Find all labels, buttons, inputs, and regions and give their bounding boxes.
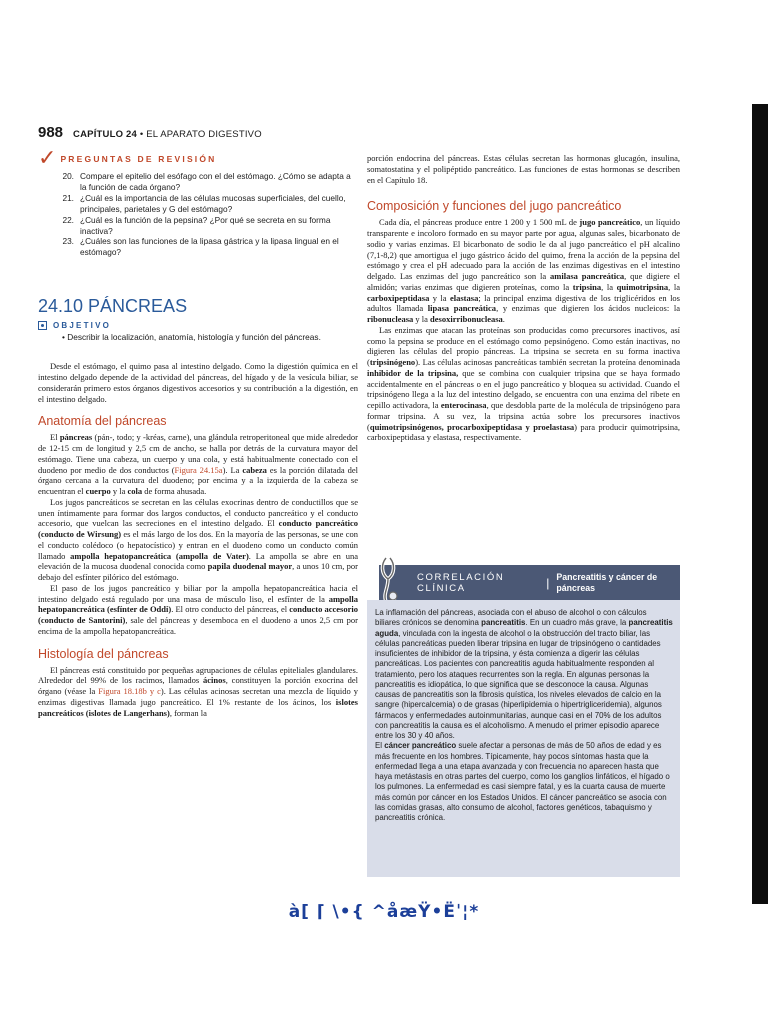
composition-paragraph-2: Las enzimas que atacan las proteínas son producidas como precursores inactivos, así como la pepsina se produce en el estómago como pepsinógeno. Como están inactivas, no digieren las células del propio páncreas. La tripsina se secreta en su forma inactiva (tripsinógeno). Las células acinosas pancreáticas también secretan la proteína denominada inhibidor de la tripsina, que se combina con cualquier tripsina que se haya formado accidentalmente en el páncreas o en el jugo pancreático y bloquea su actividad. Cuando el tripsinógeno llega a la luz del intestino delgado, se encuentra con una enzima del ribete en cepillo activadora, la enterocinasa, que desdobla parte de la molécula de tripsinógeno para formar tripsina. A su vez, la tripsina actúa sobre los precursores inactivos (quimotripsinógenos, procarboxipeptidasa y proelastasa) para producir quimotripsina, carboxipeptidasa y elastasa, respectivamente.	[367, 324, 680, 443]
histology-heading: Histología del páncreas	[38, 646, 169, 661]
objective-header	[38, 321, 358, 330]
clinical-correlation-label: CORRELACIÓN CLÍNICA	[417, 571, 505, 594]
section-title: 24.10 PÁNCREAS	[38, 296, 188, 317]
clinical-correlation-body	[367, 600, 680, 877]
clinical-correlation-header	[379, 565, 680, 600]
composition-paragraph-1: Cada día, el páncreas produce entre 1 200 y 1 500 mL de jugo pancreático, un líquido transparente e incoloro formado en su mayor parte por agua, algunas sales, bicarbonato de sodio y varias enzimas. El bicarbonato de sodio le da al jugo pancreático el pH alcalino (7,1-8,2) que amortigua el jugo gástrico ácido del quimo, frena la acción de la pepsina del estómago y crea el pH adecuado para la acción de las enzimas digestivas en el intestino delgado. Las enzimas del jugo pancreático son la amilasa pancreática, que digiere el almidón; varias enzimas que digieren proteínas, como la tripsina, la quimotripsina, la carboxipeptidasa y la elastasa; la principal enzima digestiva de los triglicéridos en los adultos llamada lipasa pancreática, y enzimas que digieren los ácidos nucleicos: la ribonucleasa y la desoxirribonucleasa.	[367, 217, 681, 324]
intro-paragraph: Desde el estómago, el quimo pasa al intestino delgado. Como la digestión química en el intestino delgado depende de la actividad del páncreas, del hígado y de la vesícula biliar, se considerarán primero estos órganos digestivos accesorios y su contribución a la digestión, en el intestino delgado.	[38, 361, 358, 404]
figure-link[interactable]: Figura 18.18b y c	[98, 686, 161, 696]
histology-paragraph: El páncreas está constituido por pequeñas agrupaciones de células epiteliales glandulares. Alrededor del 99% de los racimos, llamados ácinos, constituyen la porción exocrina del órgano (véase la Figura 18.18b y c). Las células acinosas secretan una mezcla de líquido y enzimas digestivas llamada jugo pancreático. El 1% restante de los ácinos, los islotes pancreáticos (islotes de Langerhans), forman la	[38, 664, 358, 718]
checkmark-icon: ✓	[38, 146, 57, 171]
review-question: 20. Compare el epitelio del esófago con el del estómago. ¿Cómo se adapta a la función de cada órgano?	[62, 171, 351, 192]
clinical-paragraph-1: La inflamación del páncreas, asociada con el abuso de alcohol o con cálculos biliares crónicos se denomina pancreatitis. En un cuadro más grave, la pancreatitis aguda, vinculada con la ingesta de alcohol o la obstrucción del tracto biliar, las células pancreáticas pueden liberar tripsina en lugar de tripsinógeno o cantidades insuficientes de inhibidor de la tripsina, y ésta comienza a digerir las células pancreáticas. Los pacientes con pancreatitis aguda habitualmente responden al tratamiento, pero los ataques recurrentes son la regla. En algunas personas la pancreatitis es idiopática, lo que significa que se desconoce la causa. Algunas causas de pancreatitis son la fibrosis quística, los niveles elevados de calcio en la sangre (hipercalcemia) o de grasas (hiperlipidemia o hipertrigliceridemia), algunos fármacos y enfermedades autoinmunitarias, aunque casi en el 70% de los adultos con pancreatitis la causa es el alcoholismo. A menudo el primer episodio aparece entre los 30 y 40 años.	[375, 608, 673, 740]
review-question: 23. ¿Cuáles son las funciones de la lipasa gástrica y la lipasa lingual en el estómago?	[62, 236, 339, 258]
objective-list	[38, 332, 358, 343]
clinical-topic: Pancreatitis y cáncer de páncreas	[556, 571, 658, 593]
review-questions-title: PREGUNTAS DE REVISIÓN	[60, 154, 217, 164]
anatomy-paragraph-1: El páncreas (pán-, todo; y -kréas, carne), una glándula retroperitoneal que mide alrededor de 12-15 cm de longitud y 2,5 cm de ancho, se halla por detrás de la curvatura mayor del estómago. Tiene una cabeza, un cuerpo y una cola, y está habitualmente conectado con el duodeno por medio de dos conductos (Figura 24.15a). La cabeza es la porción dilatada del órgano cercana a la curvatura del duodeno; por encima y a la izquierda de la cabeza se encuentran el cuerpo y la cola de forma ahusada.	[38, 432, 359, 496]
anatomy-paragraph-3: El paso de los jugos pancreático y biliar por la ampolla hepatopancreática hacia el intestino delgado está regulado por una masa de músculo liso, el esfínter de la ampolla hepatopancreática (esfínter de Oddi). El otro conducto del páncreas, el conducto accesorio (conducto de Santorini), sale del páncreas y desemboca en el duodeno a unos 2,5 cm por encima de la ampolla hepatopancreática.	[38, 582, 358, 636]
objective-item: • Describir la localización, anatomía, histología y función del páncreas.	[38, 332, 358, 343]
running-head	[38, 124, 262, 141]
review-question: 22. ¿Cuál es la función de la pepsina? ¿Por qué se secreta en su forma inactiva?	[62, 214, 331, 236]
left-column	[38, 146, 359, 718]
review-question: 21. ¿Cuál es la importancia de las células mucosas superficiales, del cuello, principales, parietales y G del estómago?	[62, 192, 346, 214]
objective-label: OBJETIVO	[53, 321, 112, 331]
histology-continuation: porción endocrina del páncreas. Estas células secretan las hormonas glucagón, insulina, somatostatina y el polipéptido pancreático. Las funciones de estas hormonas se describen en el Capítulo 18.	[367, 153, 680, 185]
objective-target-icon	[38, 321, 47, 330]
right-column	[367, 153, 680, 443]
page-number: 988	[38, 124, 64, 141]
composition-heading: Composición y funciones del jugo pancreático	[367, 199, 622, 214]
page-edge-shadow	[752, 104, 768, 904]
figure-link[interactable]: Figura 24.15a	[174, 464, 223, 475]
clinical-correlation-box	[367, 552, 680, 877]
footer-garbled-text: à[ ⌈ \•{ ^åæŸ•Ëˈ¦*	[288, 902, 480, 922]
clinical-paragraph-2: El cáncer pancreático suele afectar a personas de más de 50 años de edad y es más frecuente en los hombres. Típicamente, hay pocos síntomas hasta que la enfermedad llega a una etapa avanzada y con frecuencia no aparecen hasta que haya metástasis en otras partes del cuerpo, como los ganglios linfáticos, el hígado o los pulmones. La enfermedad es casi siempre fatal, y es la cuarta causa de muerte más común por cáncer en los Estados Unidos. El cáncer pancreático se asocia con las comidas grasas, alto consumo de alcohol, factores genéticos, tabaquismo y pancreatitis crónica.	[375, 741, 670, 822]
clinical-separator: |	[546, 575, 550, 590]
review-questions-list	[38, 171, 358, 258]
review-questions-header	[38, 146, 358, 171]
anatomy-paragraph-2: Los jugos pancreáticos se secretan en las células exocrinas dentro de conductillos que se unen íntimamente para formar dos largos conductos, el conducto pancreático y el conducto accesorio, que vuelcan las secreciones en el intestino delgado. El conducto pancreático (conducto de Wirsung) es el más largo de los dos. En la mayoría de las personas, se une con el conducto colédoco (o hepatocístico) y entran en el duodeno como un conducto común llamado ampolla hepatopancreática (ampolla de Vater). La ampolla se abre en una elevación de la mucosa duodenal conocida como papila duodenal mayor, a unos 10 cm, por debajo del esfínter pilórico del estómago.	[38, 496, 358, 582]
chapter-title: CAPÍTULO 24 • EL APARATO DIGESTIVO	[73, 129, 262, 140]
anatomy-heading: Anatomía del páncreas	[38, 414, 167, 429]
